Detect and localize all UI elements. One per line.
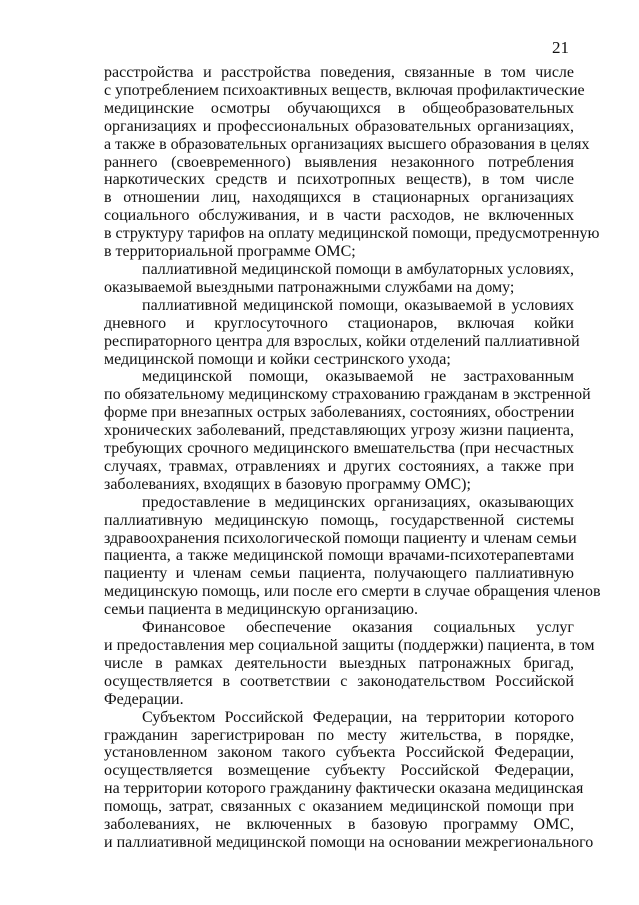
text-line: требующих срочного медицинского вмешательства (при несчастных <box>104 440 574 458</box>
text-line: раннего (своевременного) выявления незаконного потребления <box>104 153 574 171</box>
text-line: расстройства и расстройства поведения, связанные в том числе <box>104 64 574 81</box>
text-line: в отношении лиц, находящихся в стационарных организациях <box>104 189 574 207</box>
text-line: медицинской помощи, оказываемой не застрахованным <box>142 368 574 386</box>
text-line: медицинские осмотры обучающихся в общеобразовательных <box>104 99 574 117</box>
text-line: заболеваниях, не включенных в базовую программу ОМС, <box>104 816 574 834</box>
text-line: в структуру тарифов на оплату медицинской помощи, предусмотренную <box>104 225 600 243</box>
text-line: паллиативной медицинской помощи в амбулаторных условиях, <box>142 260 574 278</box>
text-line: пациенту и членам семьи пациента, получающего паллиативную <box>104 565 574 583</box>
text-line: здравоохранения психологической помощи пациенту и членам семьи <box>104 529 577 547</box>
text-line: и предоставления мер социальной защиты (поддержки) пациента, в том <box>104 637 595 654</box>
text-line: по обязательному медицинскому страхованию гражданам в экстренной <box>104 386 591 404</box>
text-line: с употреблением психоактивных веществ, включая профилактические <box>104 81 585 99</box>
text-line: семьи пациента в медицинскую организацию. <box>104 601 418 619</box>
text-line: Финансовое обеспечение оказания социальных услуг <box>142 619 574 637</box>
text-line: паллиативной медицинской помощи, оказываемой в условиях <box>142 296 574 314</box>
page-number: 21 <box>552 38 569 57</box>
text-line: паллиативную медицинскую помощь, государственной системы <box>104 511 574 529</box>
text-line: социального обслуживания, и в части расходов, не включенных <box>104 207 574 225</box>
text-line: оказываемой выездными патронажными службами на дому; <box>104 278 515 296</box>
text-line: респираторного центра для взрослых, койки отделений паллиативной <box>104 332 580 350</box>
text-line: и паллиативной медицинской помощи на основании межрегионального <box>104 833 594 851</box>
text-line: Федерации. <box>104 690 184 708</box>
text-line: медицинской помощи и койки сестринского ухода; <box>104 350 451 368</box>
text-line: числе в рамках деятельности выездных патронажных бригад, <box>104 654 574 672</box>
text-line: Субъектом Российской Федерации, на территории которого <box>142 708 574 726</box>
text-line: наркотических средств и психотропных веществ), в том числе <box>104 171 574 189</box>
text-line: гражданин зарегистрирован по месту жительства, в порядке, <box>104 726 574 744</box>
text-line: предоставление в медицинских организациях, оказывающих <box>142 493 574 511</box>
text-line: заболеваниях, входящих в базовую программу ОМС); <box>104 475 471 493</box>
text-line: организациях и профессиональных образовательных организациях, <box>104 117 574 135</box>
text-line: помощь, затрат, связанных с оказанием медицинской помощи при <box>104 798 574 816</box>
text-line: пациента, а также медицинской помощи врачами-психотерапевтами <box>104 547 574 565</box>
text-line: установленном законом такого субъекта Российской Федерации, <box>104 744 574 762</box>
text-line: форме при внезапных острых заболеваниях, состояниях, обострении <box>104 404 575 422</box>
text-line: на территории которого гражданину фактически оказана медицинская <box>104 780 584 798</box>
document-body <box>104 64 601 852</box>
text-line: дневного и круглосуточного стационаров, включая койки <box>104 314 574 332</box>
text-line: осуществляется возмещение субъекту Российской Федерации, <box>104 762 574 780</box>
text-line: в территориальной программе ОМС; <box>104 243 356 261</box>
text-line: осуществляется в соответствии с законодательством Российской <box>104 672 574 690</box>
text-line: хронических заболеваний, представляющих угрозу жизни пациента, <box>104 422 574 440</box>
text-line: случаях, травмах, отравлениях и других состояниях, а также при <box>104 457 574 475</box>
text-line: а также в образовательных организациях высшего образования в целях <box>104 135 590 153</box>
text-line: медицинскую помощь, или после его смерти в случае обращения членов <box>104 583 601 601</box>
